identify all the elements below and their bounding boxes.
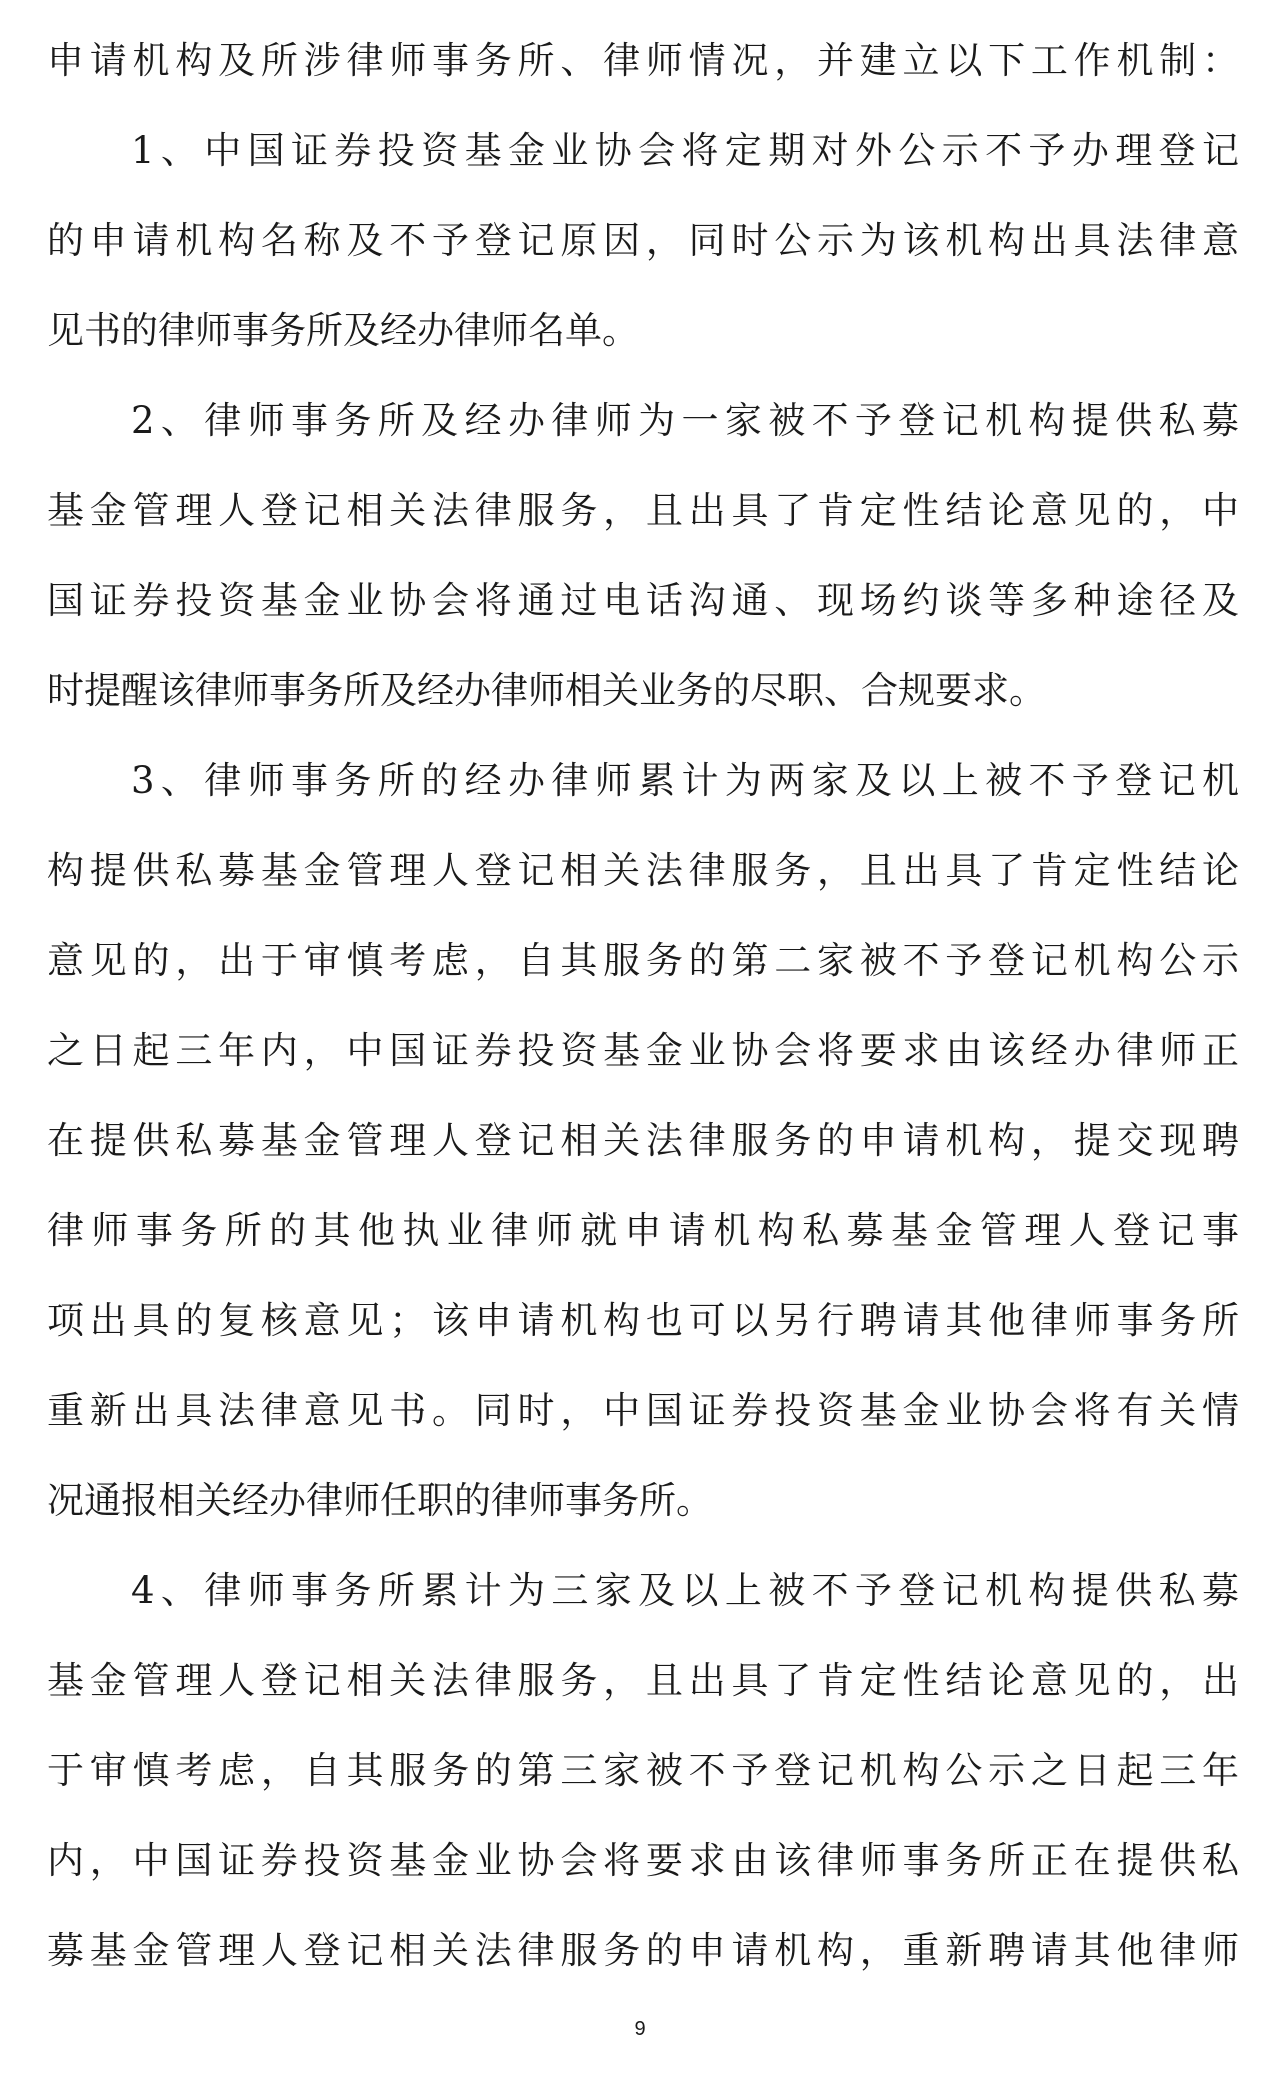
text-line: 3、律师事务所的经办律师累计为两家及以上被不予登记机 — [131, 759, 1239, 802]
text-line: 基金管理人登记相关法律服务，且出具了肯定性结论意见的，中 — [47, 489, 1239, 532]
text-line: 的申请机构名称及不予登记原因，同时公示为该机构出具法律意 — [47, 219, 1239, 262]
text-line: 律师事务所的其他执业律师就申请机构私募基金管理人登记事 — [47, 1209, 1239, 1252]
text-line: 申请机构及所涉律师事务所、律师情况，并建立以下工作机制： — [47, 39, 1239, 82]
text-line: 于审慎考虑，自其服务的第三家被不予登记机构公示之日起三年 — [47, 1749, 1239, 1792]
text-line: 国证券投资基金业协会将通过电话沟通、现场约谈等多种途径及 — [47, 579, 1239, 622]
text-line: 重新出具法律意见书。同时，中国证券投资基金业协会将有关情 — [47, 1389, 1239, 1432]
page-number: 9 — [634, 2018, 646, 2040]
text-line: 意见的，出于审慎考虑，自其服务的第二家被不予登记机构公示 — [47, 939, 1239, 982]
text-line: 见书的律师事务所及经办律师名单。 — [47, 309, 639, 352]
text-line: 在提供私募基金管理人登记相关法律服务的申请机构，提交现聘 — [47, 1119, 1239, 1162]
text-line: 内，中国证券投资基金业协会将要求由该律师事务所正在提供私 — [47, 1839, 1239, 1882]
text-line: 1、中国证券投资基金业协会将定期对外公示不予办理登记 — [131, 129, 1239, 172]
text-line: 4、律师事务所累计为三家及以上被不予登记机构提供私募 — [131, 1569, 1239, 1612]
text-line: 时提醒该律师事务所及经办律师相关业务的尽职、合规要求。 — [47, 669, 1046, 712]
text-line: 构提供私募基金管理人登记相关法律服务，且出具了肯定性结论 — [47, 849, 1239, 892]
text-line: 募基金管理人登记相关法律服务的申请机构，重新聘请其他律师 — [47, 1929, 1239, 1972]
text-line: 况通报相关经办律师任职的律师事务所。 — [47, 1479, 713, 1522]
text-line: 项出具的复核意见；该申请机构也可以另行聘请其他律师事务所 — [47, 1299, 1239, 1342]
text-line: 之日起三年内，中国证券投资基金业协会将要求由该经办律师正 — [47, 1029, 1239, 1072]
text-line: 2、律师事务所及经办律师为一家被不予登记机构提供私募 — [131, 399, 1239, 442]
text-line: 基金管理人登记相关法律服务，且出具了肯定性结论意见的，出 — [47, 1659, 1239, 1702]
body-text — [47, 16, 1239, 1996]
